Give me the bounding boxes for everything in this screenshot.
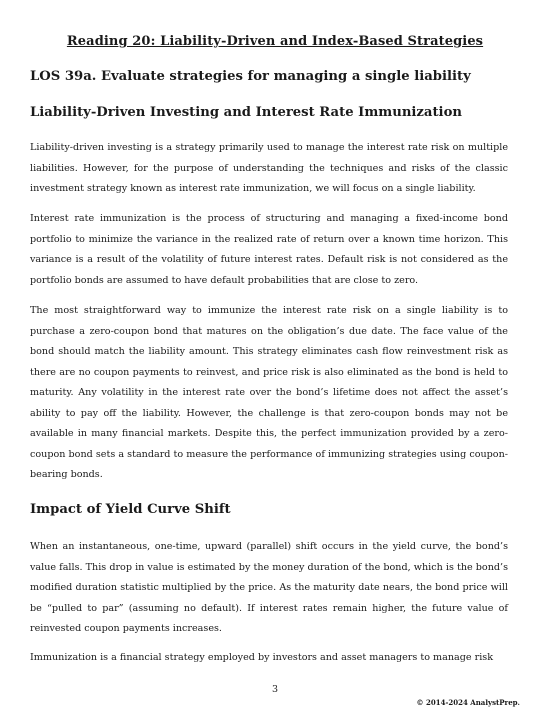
copyright-notice: © 2014-2024 AnalystPrep. (416, 698, 520, 707)
paragraph-yield-shift: When an instantaneous, one-time, upward (parallel) shift occurs in the yield curve, the bond’s value falls. This drop in value is estimated by the money duration of the bond, which is the bond’s modified duration statistic multiplied by the price. As the maturity date nears, the bond price will be “pulled to par” (assuming no default). If interest rates remain higher, the future value of reinvested coupon payments increases. (30, 541, 508, 634)
paragraph-immunization: Interest rate immunization is the process of structuring and managing a fixed-income bond portfolio to minimize the variance in the realized rate of return over a known time horizon. This variance is a result of the volatility of future interest rates. Default risk is not considered as the portfolio bonds are assumed to have default probabilities that are close to zero. (30, 213, 508, 286)
section-heading-immunization: Liability-Driven Investing and Interest Rate Immunization (30, 105, 462, 120)
page-number: 3 (271, 684, 279, 695)
section-heading-yield-curve: Impact of Yield Curve Shift (30, 502, 231, 517)
paragraph-zero-coupon: The most straightforward way to immunize the interest rate risk on a single liability is to purchase a zero-coupon bond that matures on the obligation’s due date. The face value of the bond should match the liability amount. This strategy eliminates cash flow reinvestment risk as there are no coupon payments to reinvest, and price risk is also eliminated as the bond is held to maturity. Any volatility in the interest rate over the bond’s lifetime does not affect the asset’s ability to pay off the liability. However, the challenge is that zero-coupon bonds may not be available in many financial markets. Despite this, the perfect immunization provided by a zero-coupon bond sets a standard to measure the performance of immunizing strategies using coupon-bearing bonds. (30, 305, 508, 480)
paragraph-ldi: Liability-driven investing is a strategy primarily used to manage the interest rate risk on multiple liabilities. However, for the purpose of understanding the techniques and risks of the classic investment strategy known as interest rate immunization, we will focus on a single liability. (30, 142, 508, 194)
paragraph-immunization-strategy: Immunization is a financial strategy employed by investors and asset managers to manage risk (30, 652, 494, 663)
reading-title: Reading 20: Liability-Driven and Index-Based Strategies (66, 34, 484, 49)
los-title: LOS 39a. Evaluate strategies for managing a single liability (30, 69, 471, 84)
